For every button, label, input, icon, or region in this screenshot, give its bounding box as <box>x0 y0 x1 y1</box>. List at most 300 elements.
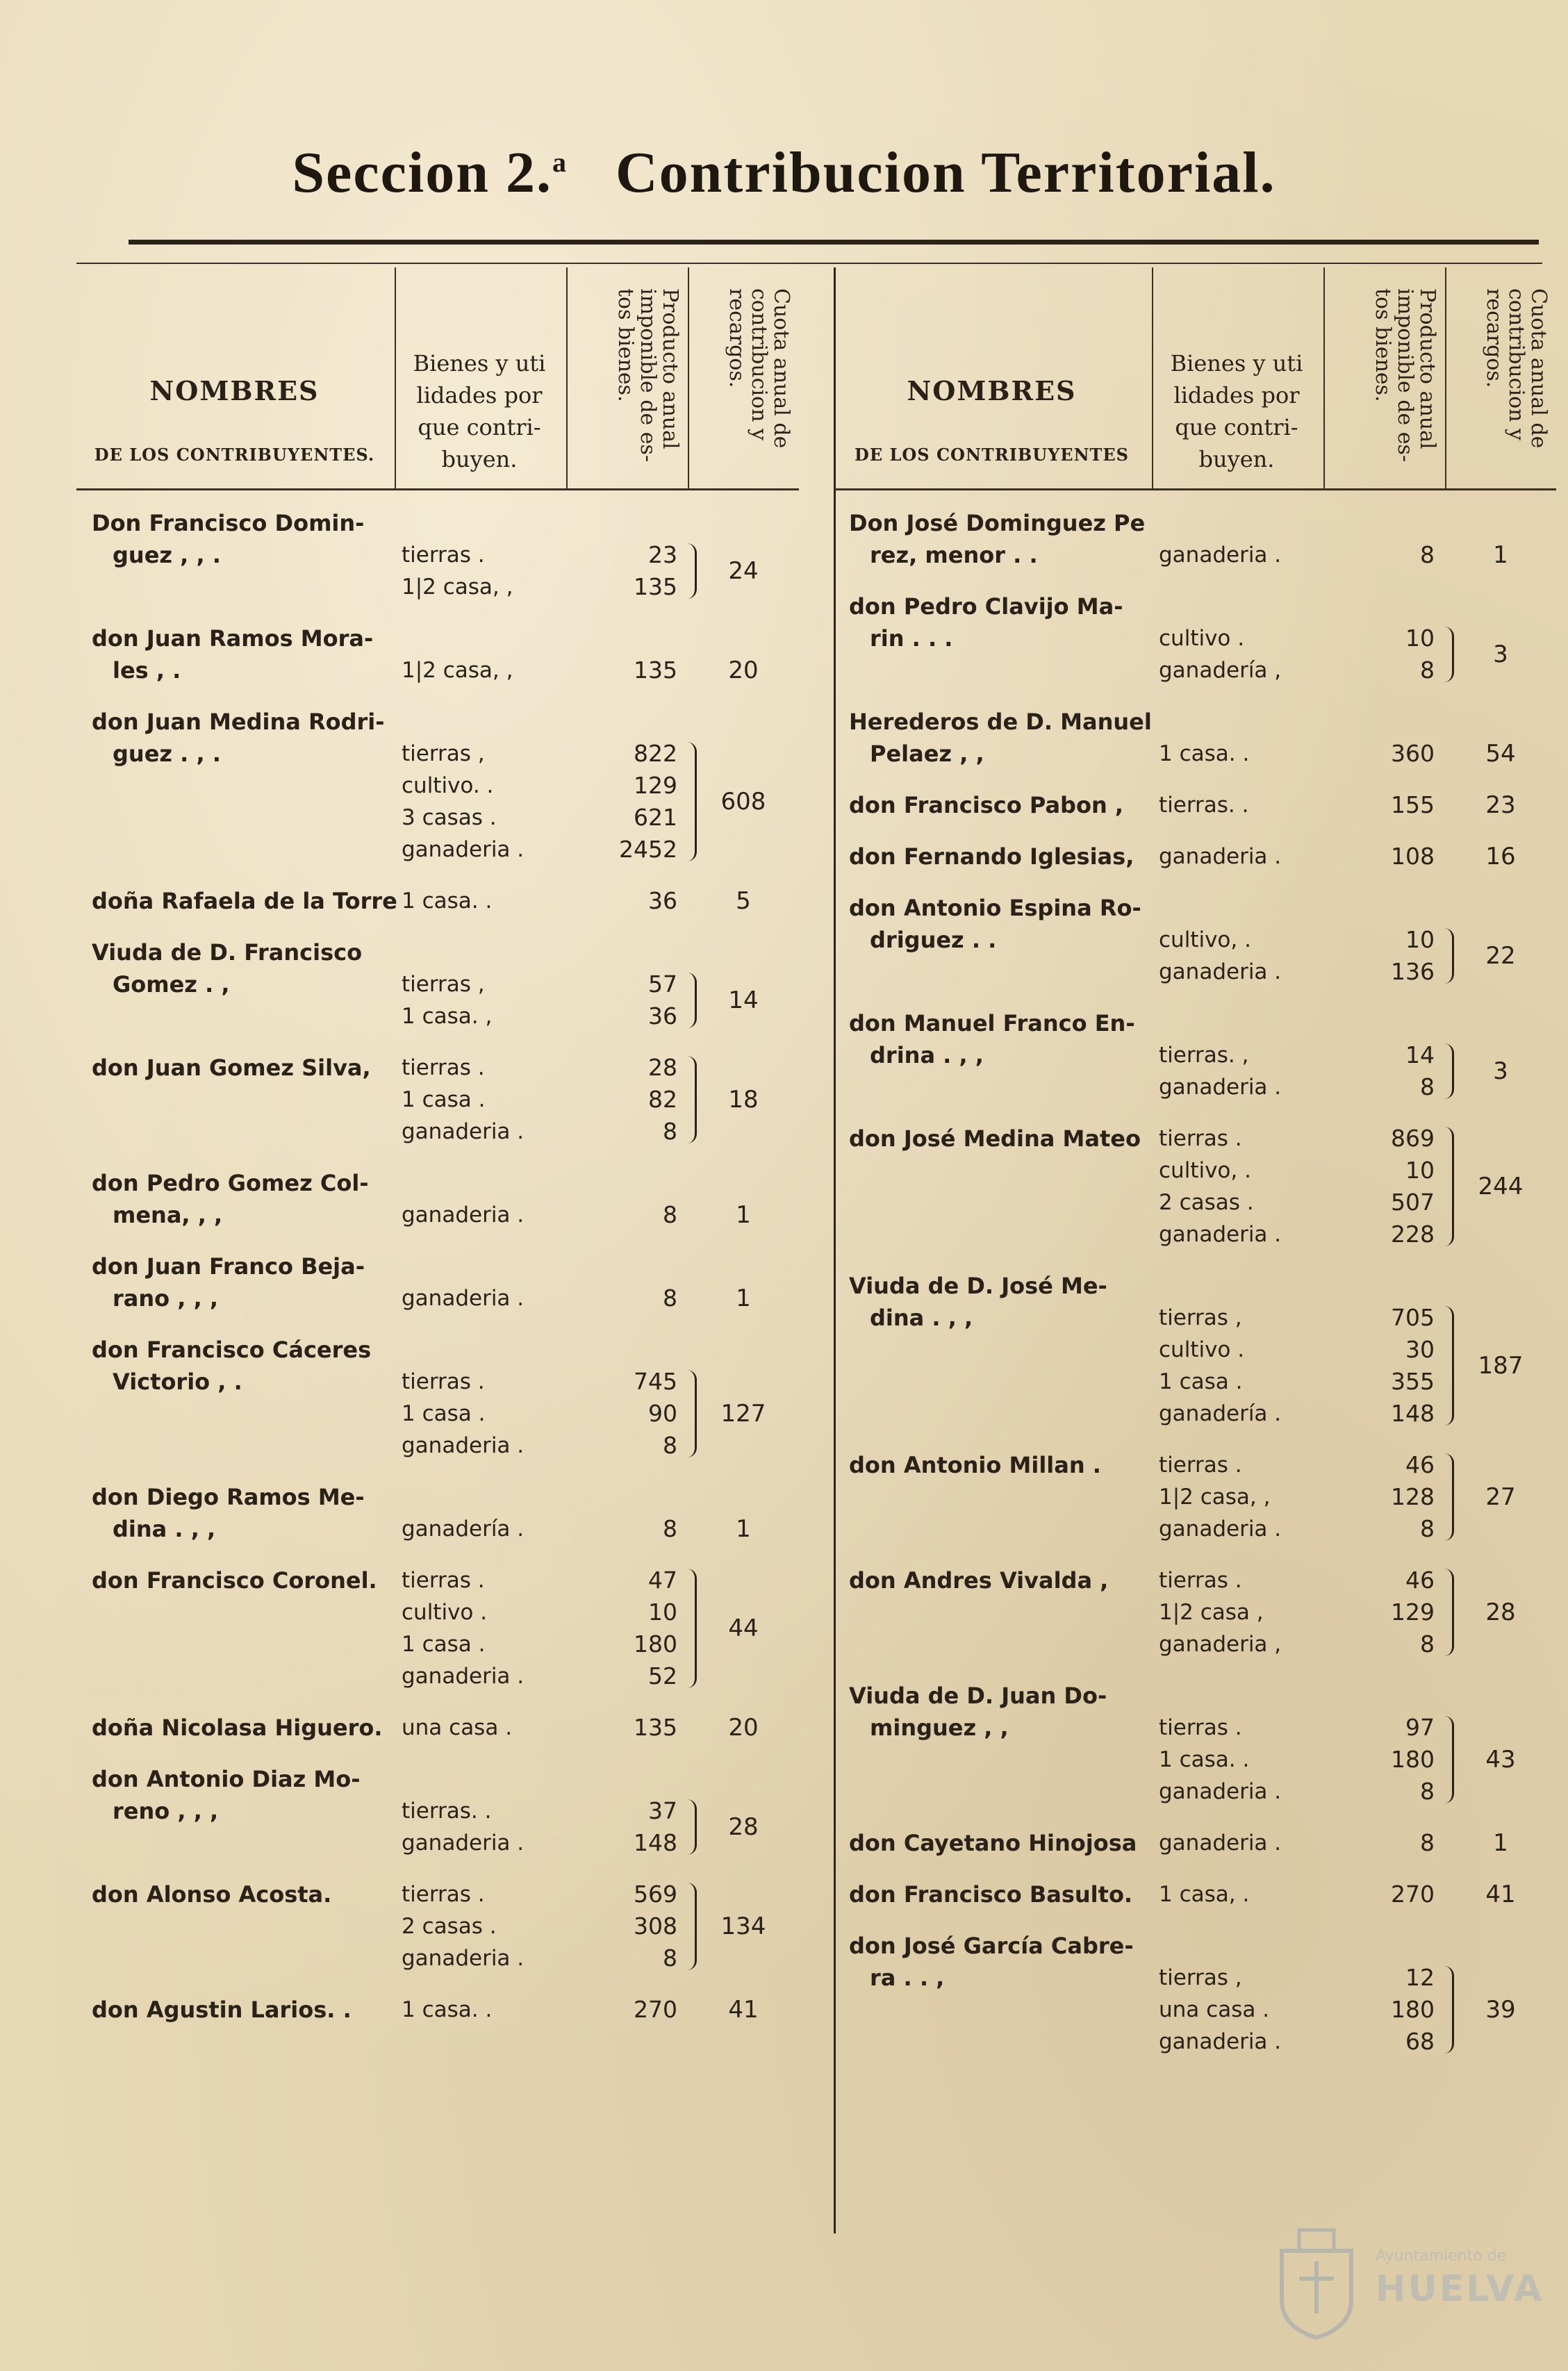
product-values <box>577 1795 677 1859</box>
property-item: ganaderia . <box>1159 1779 1282 1804</box>
contributor-name-line: ra . . , <box>870 1965 945 1991</box>
header-nombres-label: NOMBRES <box>149 375 320 406</box>
cuota-value: 1 <box>736 1515 751 1543</box>
product-value: 270 <box>1391 1881 1435 1908</box>
cuota-value: 41 <box>1485 1881 1516 1908</box>
grouping-brace <box>1437 1306 1454 1426</box>
product-value: 745 <box>634 1368 677 1395</box>
grouping-brace <box>679 1883 697 1970</box>
property-item: una casa . <box>402 1715 513 1740</box>
contributor-entry <box>834 789 1556 821</box>
cuota-value: 27 <box>1485 1483 1516 1511</box>
header-producto-line: Producto anual <box>658 288 682 449</box>
cuota-value: 1 <box>736 1201 751 1229</box>
contributor-entry <box>76 1481 799 1545</box>
contributor-entry <box>834 1123 1556 1250</box>
property-item: 1 casa. . <box>402 889 493 914</box>
product-value: 8 <box>663 1201 677 1228</box>
product-value: 136 <box>1391 958 1435 985</box>
property-items <box>1159 841 1319 873</box>
grouping-brace <box>1437 1453 1454 1541</box>
contributor-name-line: don Francisco Coronel. <box>92 1567 377 1594</box>
contributor-name-line: mena, , , <box>113 1202 223 1228</box>
product-value: 82 <box>648 1086 677 1113</box>
property-items <box>402 1513 561 1545</box>
contributor-name-line: don José Medina Mateo <box>849 1125 1141 1152</box>
contributor-name <box>92 1564 418 1596</box>
contributor-name <box>92 1481 418 1545</box>
cuota-value: 134 <box>720 1913 766 1940</box>
contributor-entry <box>834 706 1556 770</box>
contributor-name-line: Gomez . , <box>113 971 230 998</box>
product-values <box>577 1712 677 1744</box>
property-item: 1|2 casa , <box>1159 1600 1264 1625</box>
product-values <box>1334 1302 1435 1430</box>
product-value: 8 <box>1420 1778 1435 1805</box>
product-value: 507 <box>1391 1189 1435 1216</box>
contributor-name-line: don Antonio Millan . <box>849 1452 1101 1478</box>
property-item: 2 casas . <box>402 1914 497 1939</box>
section-number: Seccion 2. <box>292 140 552 205</box>
contributor-name-line: don Cayetano Hinojosa <box>849 1830 1137 1856</box>
property-item: cultivo . <box>1159 1337 1245 1362</box>
property-item: 3 casas . <box>402 805 497 830</box>
property-item: cultivo, . <box>1159 1158 1251 1183</box>
product-value: 97 <box>1405 1714 1435 1741</box>
header-contribuyentes-label: DE LOS CONTRIBUYENTES. <box>94 445 375 465</box>
cuota-value: 22 <box>1485 942 1516 970</box>
product-value: 705 <box>1391 1304 1435 1331</box>
contributor-name-line: guez , , . <box>113 542 221 568</box>
property-item: ganaderia . <box>1159 1222 1282 1247</box>
product-value: 228 <box>1391 1221 1435 1248</box>
coat-of-arms-icon <box>1271 2223 1362 2341</box>
property-item: 1 casa. . <box>1159 741 1250 766</box>
product-values <box>1334 789 1435 821</box>
property-item: cultivo . <box>402 1600 488 1625</box>
contributor-name-line: don Agustin Larios. . <box>92 1997 352 2023</box>
cuota-value: 24 <box>728 557 759 585</box>
contributor-name <box>849 590 1175 654</box>
property-item: tierras , <box>402 972 485 997</box>
product-value: 36 <box>648 887 677 914</box>
product-values <box>1334 1962 1435 2058</box>
page-title <box>0 139 1568 206</box>
property-item: ganaderia . <box>1159 1075 1282 1100</box>
property-item: 1 casa . <box>402 1401 486 1426</box>
product-value: 8 <box>663 1284 677 1312</box>
cuota-value: 28 <box>728 1813 759 1841</box>
header-underline <box>834 488 1556 490</box>
property-item: tierras. . <box>1159 793 1249 818</box>
header-cuota-line: contribucion y <box>1504 288 1528 440</box>
product-value: 46 <box>1405 1567 1435 1594</box>
property-item: 1|2 casa, , <box>402 658 513 683</box>
product-values <box>1334 841 1435 873</box>
property-item: ganaderia , <box>1159 1632 1282 1657</box>
product-value: 822 <box>634 740 677 767</box>
product-value: 8 <box>1420 1073 1435 1100</box>
product-value: 46 <box>1405 1451 1435 1478</box>
contributor-entry <box>76 1564 799 1692</box>
contributor-entry <box>834 1007 1556 1103</box>
cuota-value: 18 <box>728 1086 759 1114</box>
contributor-name-line: don Juan Ramos Mora- <box>92 625 374 652</box>
product-value: 52 <box>648 1662 677 1690</box>
contributor-name-line: don Antonio Diaz Mo- <box>92 1766 361 1792</box>
property-item: ganadería . <box>402 1517 525 1542</box>
header-cuota <box>1452 288 1549 490</box>
section-title: Contribucion Territorial. <box>615 140 1276 205</box>
product-value: 8 <box>1420 1515 1435 1542</box>
product-values <box>577 1366 677 1462</box>
contributor-entry <box>76 885 799 917</box>
contributor-entry <box>76 936 799 1032</box>
header-separator <box>566 267 568 490</box>
property-items <box>1159 1123 1319 1250</box>
header-cuota-line: Cuota anual de <box>1526 288 1551 449</box>
contributor-name <box>92 622 418 686</box>
contributor-entry <box>834 1930 1556 2058</box>
grouping-brace <box>679 1569 697 1688</box>
cuota-value: 608 <box>720 788 766 816</box>
contributor-name-line: Viuda de D. José Me- <box>849 1273 1107 1299</box>
property-item: ganaderia . <box>1159 543 1282 568</box>
product-values <box>577 968 677 1032</box>
header-bienes-line: Bienes y uti <box>1170 350 1303 377</box>
contributor-name <box>92 706 418 770</box>
contributor-name-line: les , . <box>113 657 181 684</box>
property-items <box>402 885 561 917</box>
contributor-name <box>92 885 418 917</box>
property-item: tierras. , <box>1159 1043 1249 1068</box>
product-values <box>1334 1564 1435 1660</box>
cuota-value: 44 <box>728 1614 759 1642</box>
contributor-name-line: don Francisco Cáceres <box>92 1337 372 1363</box>
property-items <box>1159 924 1319 988</box>
property-item: tierras , <box>1159 1965 1242 1990</box>
contributor-name <box>92 1994 418 2026</box>
contributor-name <box>92 1334 418 1398</box>
cuota-value: 127 <box>720 1400 766 1428</box>
property-items <box>402 1052 561 1148</box>
contributor-name <box>849 1007 1175 1071</box>
contributor-name-line: don Francisco Pabon , <box>849 792 1124 818</box>
product-value: 869 <box>1391 1125 1435 1152</box>
property-item: tierras , <box>1159 1305 1242 1330</box>
product-values <box>1334 1712 1435 1808</box>
contributor-name-line: Viuda de D. Francisco <box>92 939 363 966</box>
contributor-name-line: minguez , , <box>870 1715 1009 1741</box>
grouping-brace <box>1437 1966 1454 2054</box>
property-item: una casa . <box>1159 1997 1270 2022</box>
property-item: tierras . <box>1159 1126 1242 1151</box>
contributor-name-line: don Antonio Espina Ro- <box>849 895 1141 921</box>
contributor-name-line: dina . , , <box>870 1305 973 1331</box>
property-items <box>1159 1564 1319 1660</box>
product-value: 8 <box>663 1118 677 1145</box>
product-value: 10 <box>1405 926 1435 953</box>
contributor-name <box>849 1564 1175 1596</box>
property-item: 1|2 casa, , <box>1159 1485 1271 1510</box>
header-cuota-line: recargos. <box>1482 288 1506 388</box>
grouping-brace <box>1437 928 1454 984</box>
property-items <box>1159 1962 1319 2058</box>
header-bienes-line: Bienes y uti <box>413 350 546 377</box>
contributor-entry <box>834 507 1556 571</box>
product-value: 28 <box>648 1054 677 1081</box>
product-value: 129 <box>1391 1598 1435 1626</box>
header-producto-line: imponible de es- <box>636 288 660 463</box>
contributor-entry <box>76 507 799 603</box>
contributor-entry <box>76 706 799 866</box>
contributor-entry <box>76 1878 799 1974</box>
header-cuota-line: recargos. <box>725 288 749 388</box>
property-item: ganaderia . <box>402 1286 525 1311</box>
property-item: tierras . <box>1159 1715 1242 1740</box>
product-value: 68 <box>1405 2028 1435 2055</box>
contributor-name-line: don Pedro Gomez Col- <box>92 1170 369 1196</box>
product-value: 135 <box>634 573 677 600</box>
contributor-entry <box>76 1167 799 1231</box>
property-items <box>402 1795 561 1859</box>
property-item: ganaderia . <box>402 1433 525 1458</box>
product-value: 47 <box>648 1567 677 1594</box>
property-item: ganaderia . <box>402 1946 525 1971</box>
property-items <box>402 1282 561 1314</box>
header-producto-line: Producto anual <box>1415 288 1439 449</box>
property-items <box>1159 789 1319 821</box>
product-value: 8 <box>1420 656 1435 684</box>
property-items <box>1159 622 1319 686</box>
contributor-name <box>849 1827 1175 1859</box>
product-values <box>1334 1878 1435 1910</box>
contributor-name-line: rin . . . <box>870 625 953 652</box>
product-values <box>1334 1449 1435 1545</box>
property-item: ganaderia . <box>1159 844 1282 869</box>
contributor-entry <box>834 1680 1556 1808</box>
cuota-value: 20 <box>728 656 759 684</box>
contributor-entry <box>834 1564 1556 1660</box>
watermark-line2: HUELVA <box>1376 2268 1544 2310</box>
contributor-name <box>92 1763 418 1827</box>
cuota-value: 187 <box>1478 1352 1524 1380</box>
property-items <box>402 1564 561 1692</box>
contributor-name-line: Pelaez , , <box>870 741 984 767</box>
contributor-entry <box>76 1052 799 1148</box>
property-item: ganaderia . <box>402 1119 525 1144</box>
contributor-name-line: dina . , , <box>113 1516 216 1542</box>
property-item: tierras . <box>1159 1568 1242 1593</box>
product-values <box>1334 738 1435 770</box>
grouping-brace <box>679 543 697 599</box>
contributor-name <box>849 1449 1175 1481</box>
cuota-value: 244 <box>1478 1173 1524 1200</box>
product-value: 360 <box>1391 740 1435 767</box>
header-bienes-line: que contri- <box>1175 414 1298 440</box>
header-bienes-line: que contri- <box>418 414 541 440</box>
header-producto-line: tos bienes. <box>1371 288 1395 402</box>
property-item: ganaderia . <box>1159 959 1282 984</box>
header-nombres <box>834 267 1150 490</box>
property-items <box>1159 1712 1319 1808</box>
cuota-value: 5 <box>736 887 751 915</box>
property-item: ganaderia . <box>402 1664 525 1689</box>
product-value: 180 <box>634 1630 677 1658</box>
grouping-brace <box>1437 1127 1454 1246</box>
header-nombres-label: NOMBRES <box>907 375 1077 406</box>
property-item: ganaderia . <box>1159 1517 1282 1542</box>
product-value: 8 <box>663 1432 677 1459</box>
grouping-brace <box>679 742 697 861</box>
contributor-entry <box>76 1763 799 1859</box>
product-value: 180 <box>1391 1996 1435 2023</box>
cuota-value: 1 <box>1493 541 1508 569</box>
product-values <box>577 738 677 866</box>
property-items <box>1159 1827 1319 1859</box>
product-values <box>1334 924 1435 988</box>
property-item: cultivo. . <box>402 773 494 798</box>
contributor-name <box>849 706 1175 770</box>
product-values <box>577 539 677 603</box>
grouping-brace <box>1437 1569 1454 1656</box>
contributor-name-line: guez . , . <box>113 741 221 767</box>
property-item: 1|2 casa, , <box>402 575 513 600</box>
property-items <box>402 1878 561 1974</box>
product-value: 10 <box>1405 625 1435 652</box>
product-value: 8 <box>1420 541 1435 568</box>
contributor-name-line: reno , , , <box>113 1798 219 1824</box>
contributor-name-line: rez, menor . . <box>870 542 1038 568</box>
cuota-value: 54 <box>1485 740 1516 768</box>
contributor-name <box>849 841 1175 873</box>
product-value: 621 <box>634 804 677 831</box>
contributor-name-line: driguez . . <box>870 927 997 953</box>
contributor-name <box>849 1270 1175 1334</box>
product-values <box>577 1994 677 2026</box>
header-nombres <box>76 267 393 490</box>
cuota-value: 16 <box>1485 843 1516 870</box>
property-item: 1 casa. . <box>402 1997 493 2022</box>
product-values <box>577 1282 677 1314</box>
contributor-name <box>92 507 418 571</box>
contributor-entry <box>834 892 1556 988</box>
property-item: 1 casa . <box>1159 1369 1243 1394</box>
cuota-value: 20 <box>728 1714 759 1742</box>
grouping-brace <box>679 973 697 1028</box>
header-separator <box>1152 267 1153 490</box>
product-value: 155 <box>1391 791 1435 818</box>
header-contribuyentes-label: DE LOS CONTRIBUYENTES <box>855 445 1129 465</box>
header-separator <box>1323 267 1325 490</box>
product-value: 2452 <box>619 836 677 863</box>
product-value: 308 <box>634 1913 677 1940</box>
cuota-value: 3 <box>1493 641 1508 668</box>
contributor-name-line: don Andres Vivalda , <box>849 1567 1109 1594</box>
left-column <box>76 267 799 2233</box>
right-column <box>834 267 1556 2233</box>
property-items <box>402 1994 561 2026</box>
contributor-name <box>92 1712 418 1744</box>
contributor-name <box>92 1052 418 1084</box>
header-producto-line: imponible de es- <box>1393 288 1417 463</box>
product-value: 8 <box>663 1944 677 1972</box>
product-values <box>1334 539 1435 571</box>
property-item: tierras . <box>402 1369 485 1394</box>
contributor-name-line: rano , , , <box>113 1285 219 1312</box>
contributor-entry <box>76 1334 799 1462</box>
product-value: 129 <box>634 772 677 799</box>
product-value: 8 <box>1420 1829 1435 1856</box>
property-item: 1 casa. , <box>402 1004 493 1029</box>
property-items <box>402 738 561 866</box>
cuota-value: 1 <box>736 1284 751 1312</box>
property-item: ganaderia . <box>402 1203 525 1228</box>
contributor-name <box>849 1123 1175 1155</box>
product-values <box>577 885 677 917</box>
property-items <box>402 968 561 1032</box>
product-value: 270 <box>634 1996 677 2023</box>
contributor-name-line: drina . , , <box>870 1042 984 1068</box>
contributor-name-line: don Pedro Clavijo Ma- <box>849 593 1123 620</box>
property-item: tierras . <box>402 1055 485 1080</box>
property-items <box>402 1366 561 1462</box>
contributor-entry <box>76 622 799 686</box>
header-separator <box>395 267 396 490</box>
contributor-name-line: don José García Cabre- <box>849 1933 1134 1959</box>
product-values <box>1334 1123 1435 1250</box>
property-item: tierras. . <box>402 1799 492 1824</box>
contributor-name-line: don Diego Ramos Me- <box>92 1484 365 1510</box>
cuota-value: 14 <box>728 986 759 1014</box>
property-items <box>402 654 561 686</box>
contributor-name-line: doña Nicolasa Higuero. <box>92 1715 383 1741</box>
product-value: 135 <box>634 656 677 684</box>
title-rule <box>129 240 1539 245</box>
product-value: 36 <box>648 1002 677 1030</box>
contributor-name-line: Herederos de D. Manuel <box>849 709 1152 735</box>
header-rule <box>76 263 1542 264</box>
contributor-name <box>92 936 418 1000</box>
product-value: 8 <box>1420 1630 1435 1658</box>
contributor-entry <box>76 1994 799 2026</box>
property-item: ganaderia . <box>402 1831 525 1856</box>
property-item: 1 casa . <box>402 1632 486 1657</box>
product-value: 23 <box>648 541 677 568</box>
property-item: tierras . <box>402 1882 485 1907</box>
cuota-value: 28 <box>1485 1598 1516 1626</box>
cuota-value: 23 <box>1485 791 1516 819</box>
product-value: 180 <box>1391 1746 1435 1773</box>
product-value: 10 <box>648 1598 677 1626</box>
property-items <box>1159 1039 1319 1103</box>
contributor-name-line: Victorio , . <box>113 1369 242 1395</box>
product-value: 355 <box>1391 1368 1435 1395</box>
product-value: 108 <box>1391 843 1435 870</box>
contributor-name <box>849 1930 1175 1994</box>
property-item: tierras . <box>402 1568 485 1593</box>
header-bienes-line: buyen. <box>1198 446 1275 472</box>
grouping-brace <box>679 1056 697 1143</box>
product-value: 30 <box>1405 1336 1435 1363</box>
property-item: tierras . <box>1159 1453 1242 1478</box>
contributor-name-line: don Juan Franco Beja- <box>92 1253 365 1280</box>
property-item: 1 casa, . <box>1159 1882 1250 1907</box>
property-items <box>402 1712 561 1744</box>
product-value: 10 <box>1405 1157 1435 1184</box>
property-item: ganadería , <box>1159 658 1282 683</box>
product-value: 12 <box>1405 1964 1435 1991</box>
